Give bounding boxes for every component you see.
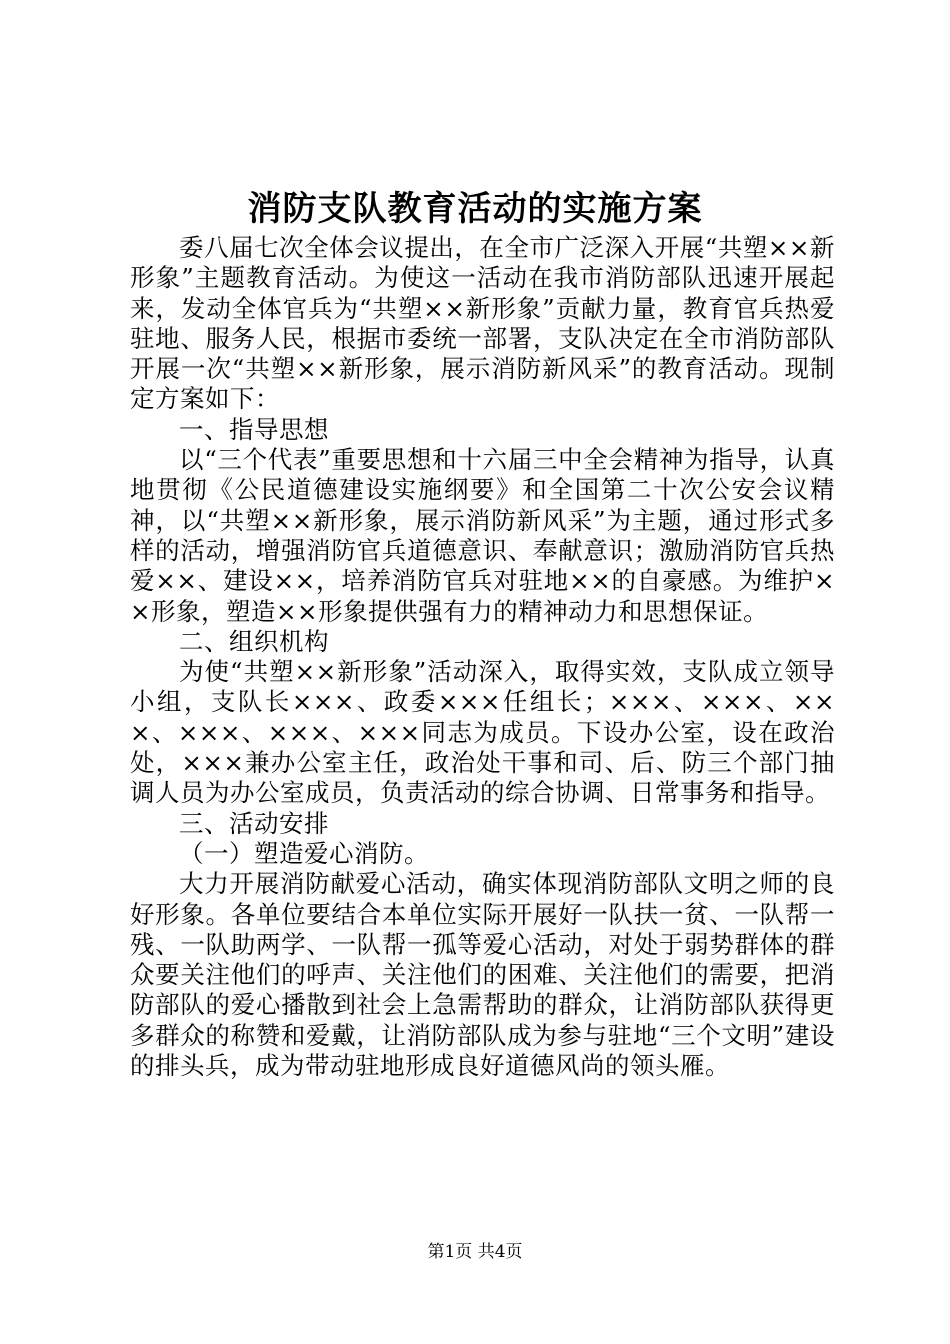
document-body <box>130 233 835 1081</box>
section-heading-organization: 二、组织机构 <box>179 626 329 656</box>
guiding-ideology-paragraph: 以“三个代表”重要思想和十六届三中全会精神为指导，认真地贯彻《公民道德建设实施纲要》和全国第二十次公安会议精神，以“共塑××新形象，展示消防新风采”为主题，通过形式多样的活动，增强消防官兵道德意识、奉献意识；激励消防官兵热爱××、建设××，培养消防官兵对驻地××的自豪感。为维护××形象，塑造××形象提供强有力的精神动力和思想保证。 <box>130 445 835 626</box>
intro-paragraph: 委八届七次全体会议提出，在全市广泛深入开展“共塑××新形象”主题教育活动。为使这一活动在我市消防部队迅速开展起来，发动全体官兵为“共塑××新形象”贡献力量，教育官兵热爱驻地、服务人民，根据市委统一部署，支队决定在全市消防部队开展一次“共塑××新形象，展示消防新风采”的教育活动。现制定方案如下： <box>130 233 835 414</box>
section-heading-activity-arrangement: 三、活动安排 <box>179 808 329 838</box>
section-heading-guiding-ideology: 一、指导思想 <box>179 414 329 444</box>
organization-paragraph: 为使“共塑××新形象”活动深入，取得实效，支队成立领导小组，支队长×××、政委×××任组长；×××、×××、×××、×××、×××、×××同志为成员。下设办公室，设在政治处，×××兼办公室主任，政治处干事和司、后、防三个部门抽调人员为办公室成员，负责活动的综合协调、日常事务和指导。 <box>130 657 835 808</box>
page-number-footer: 第1页 共4页 <box>427 1242 523 1262</box>
subsection-heading-caring-fire-service: （一）塑造爱心消防。 <box>179 838 429 868</box>
caring-fire-service-paragraph: 大力开展消防献爱心活动，确实体现消防部队文明之师的良好形象。各单位要结合本单位实际开展好一队扶一贫、一队帮一残、一队助两学、一队帮一孤等爱心活动，对处于弱势群体的群众要关注他们的呼声、关注他们的困难、关注他们的需要，把消防部队的爱心播散到社会上急需帮助的群众，让消防部队获得更多群众的称赞和爱戴，让消防部队成为参与驻地“三个文明”建设的排头兵，成为带动驻地形成良好道德风尚的领头雁。 <box>130 869 835 1081</box>
document-title: 消防支队教育活动的实施方案 <box>247 189 703 229</box>
